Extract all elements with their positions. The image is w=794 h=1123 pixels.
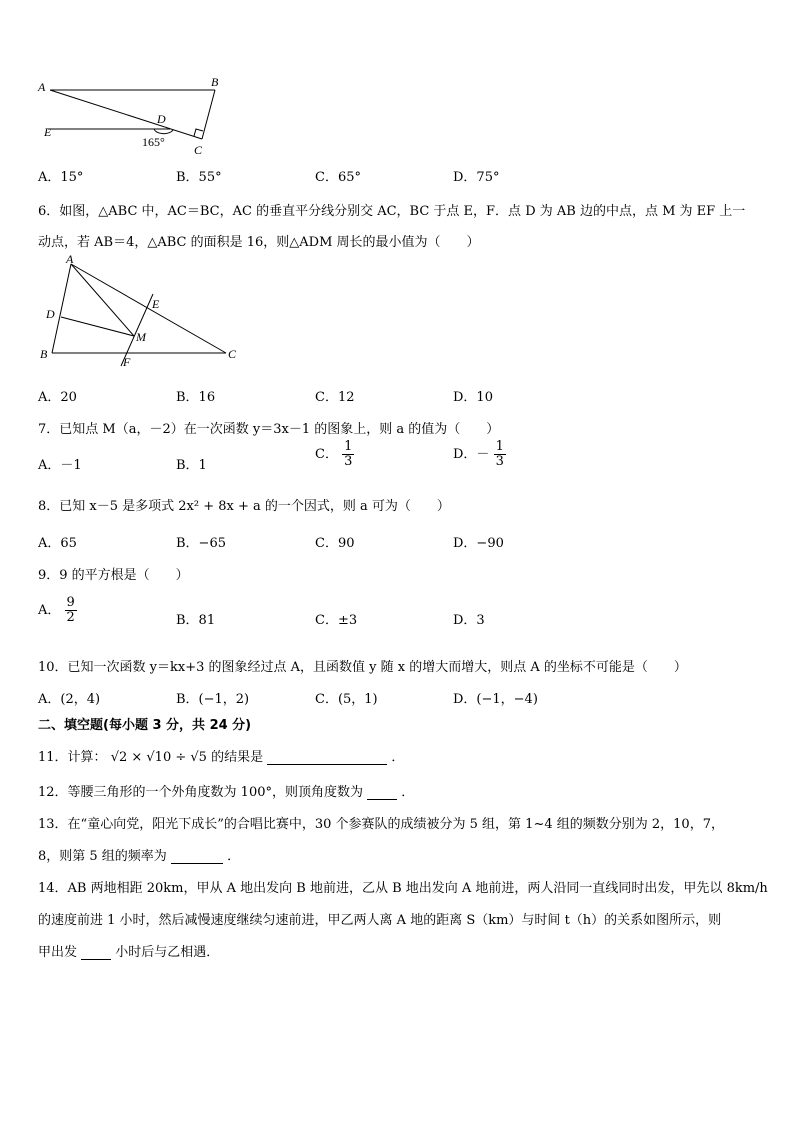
- q6-label-A: A: [66, 252, 74, 266]
- q5-line-BC: [202, 90, 215, 139]
- q6-option-b: B．16: [176, 390, 216, 405]
- q10-stem: 10．已知一次函数 y＝kx+3 的图象经过点 A，且函数值 y 随 x 的增大而增大，则点 A 的坐标不可能是（ ）: [38, 660, 687, 675]
- q6-label-F: F: [123, 355, 131, 369]
- q6-stem-line1: 6．如图，△ABC 中，AC＝BC，AC 的垂直平分线分别交 AC，BC 于点 E，F．点 D 为 AB 边的中点，点 M 为 EF 上一: [38, 204, 746, 219]
- q5-angle-label: 165°: [142, 135, 165, 149]
- q9-option-a-numerator: 9: [66, 595, 75, 610]
- q6-stem-line2: 动点，若 AB＝4，△ABC 的面积是 16，则△ADM 周长的最小值为（ ）: [38, 235, 480, 250]
- q8-option-a: A．65: [38, 536, 77, 551]
- q14-stem-line2: 的速度前进 1 小时，然后减慢速度继续匀速前进，甲乙两人离 A 地的距离 S（km）与时间 t（h）的关系如图所示，则: [38, 913, 722, 928]
- q7-stem: 7．已知点 M（a，－2）在一次函数 y＝3x－1 的图象上，则 a 的值为（ ）: [38, 422, 500, 437]
- q5-option-d: D．75°: [453, 170, 500, 185]
- q5-label-D: D: [157, 112, 166, 126]
- q9-option-a-fraction: [65, 596, 77, 625]
- q5-option-b: B．55°: [176, 170, 222, 185]
- q5-option-a: A．15°: [38, 170, 84, 185]
- q6-line-DM: [61, 317, 134, 336]
- q6-option-a: A．20: [38, 390, 77, 405]
- q7-option-d-denominator: 3: [495, 454, 504, 469]
- q12-answer-blank[interactable]: [367, 786, 397, 800]
- q5-angle-arc: [154, 129, 173, 134]
- q12-stem: [38, 781, 414, 800]
- q7-option-d-numerator: 1: [495, 439, 504, 454]
- q14-stem-line3: [38, 941, 219, 960]
- q13-stem-line1: 13．在“童心向党，阳光下成长”的合唱比赛中，30 个参赛队的成绩被分为 5 组，第 1~4 组的频数分别为 2，10，7，: [38, 817, 724, 832]
- q5-label-B: B: [211, 75, 219, 89]
- q9-option-a-prefix: A．: [38, 603, 61, 618]
- q6-label-M: M: [136, 330, 146, 344]
- q7-option-c-fraction: [342, 440, 354, 469]
- q13-answer-blank[interactable]: [171, 850, 223, 864]
- q7-option-d: [453, 440, 506, 469]
- q6-line-AB: [52, 264, 71, 353]
- q12-end: ．: [401, 785, 415, 800]
- q7-option-c-numerator: 1: [344, 439, 353, 454]
- q5-option-c: C．65°: [315, 170, 361, 185]
- q13-stem-line2: [38, 845, 240, 864]
- q8-option-b: B．−65: [176, 536, 226, 551]
- q7-option-b: B．1: [176, 458, 207, 473]
- q8-option-d: D．−90: [453, 536, 504, 551]
- q14-text-a: 甲出发: [38, 945, 78, 960]
- q11-prefix: 11．计算：: [38, 750, 107, 765]
- q5-label-E: E: [44, 125, 52, 139]
- q6-line-AC: [71, 264, 226, 353]
- q9-option-c: C．±3: [315, 613, 358, 628]
- q10-option-a: A．(2，4): [38, 692, 101, 707]
- q5-right-angle-mark: [194, 129, 203, 136]
- q6-line-AM: [71, 264, 134, 336]
- q10-option-b: B．(−1，2): [176, 692, 250, 707]
- q7-option-d-prefix: D．－: [453, 447, 490, 462]
- q7-option-c-prefix: C．: [315, 447, 338, 462]
- q7-option-d-fraction: [494, 440, 506, 469]
- q8-option-c: C．90: [315, 536, 355, 551]
- q9-stem: 9．9 的平方根是（ ）: [38, 568, 189, 583]
- q13-end: ．: [227, 849, 241, 864]
- q10-option-c: C．(5，1): [315, 692, 378, 707]
- q14-answer-blank[interactable]: [81, 946, 111, 960]
- section-2-title: 二、填空题(每小题 3 分，共 24 分): [38, 718, 252, 733]
- q6-option-c: C．12: [315, 390, 355, 405]
- q9-option-b: B．81: [176, 613, 216, 628]
- q12-text: 12．等腰三角形的一个外角度数为 100°，则顶角度数为: [38, 785, 363, 800]
- q11-suffix: 的结果是: [211, 750, 264, 765]
- q6-label-C: C: [228, 347, 237, 361]
- q6-option-d: D．10: [453, 390, 493, 405]
- q14-stem-line1: 14．AB 两地相距 20km，甲从 A 地出发向 B 地前进，乙从 B 地出发向 A 地前进，两人沿同一直线同时出发，甲先以 8km/h: [38, 881, 768, 896]
- q7-option-a: A．－1: [38, 458, 82, 473]
- q7-option-c: [315, 440, 354, 469]
- q6-label-E: E: [152, 297, 160, 311]
- q5-label-C: C: [194, 143, 203, 157]
- q9-option-a: [38, 596, 77, 625]
- q11-stem: [38, 746, 404, 765]
- q11-expression: √2 × √10 ÷ √5: [110, 750, 207, 765]
- q13-text: 8，则第 5 组的频率为: [38, 849, 167, 864]
- q14-text-b: 小时后与乙相遇．: [115, 945, 220, 960]
- q7-option-c-denominator: 3: [344, 454, 353, 469]
- q6-label-D: D: [46, 307, 55, 321]
- q11-end: ．: [391, 750, 405, 765]
- q5-label-A: A: [38, 80, 46, 94]
- q10-option-d: D．(−1，−4): [453, 692, 538, 707]
- q11-answer-blank[interactable]: [267, 751, 387, 765]
- q6-figure: [36, 252, 246, 370]
- q5-figure: [30, 70, 230, 160]
- q5-line-AC: [50, 90, 202, 139]
- q9-option-a-denominator: 2: [66, 610, 75, 625]
- q6-label-B: B: [40, 347, 48, 361]
- q9-option-d: D．3: [453, 613, 485, 628]
- q8-stem: 8．已知 x－5 是多项式 2x² + 8x + a 的一个因式，则 a 可为（ ）: [38, 499, 450, 514]
